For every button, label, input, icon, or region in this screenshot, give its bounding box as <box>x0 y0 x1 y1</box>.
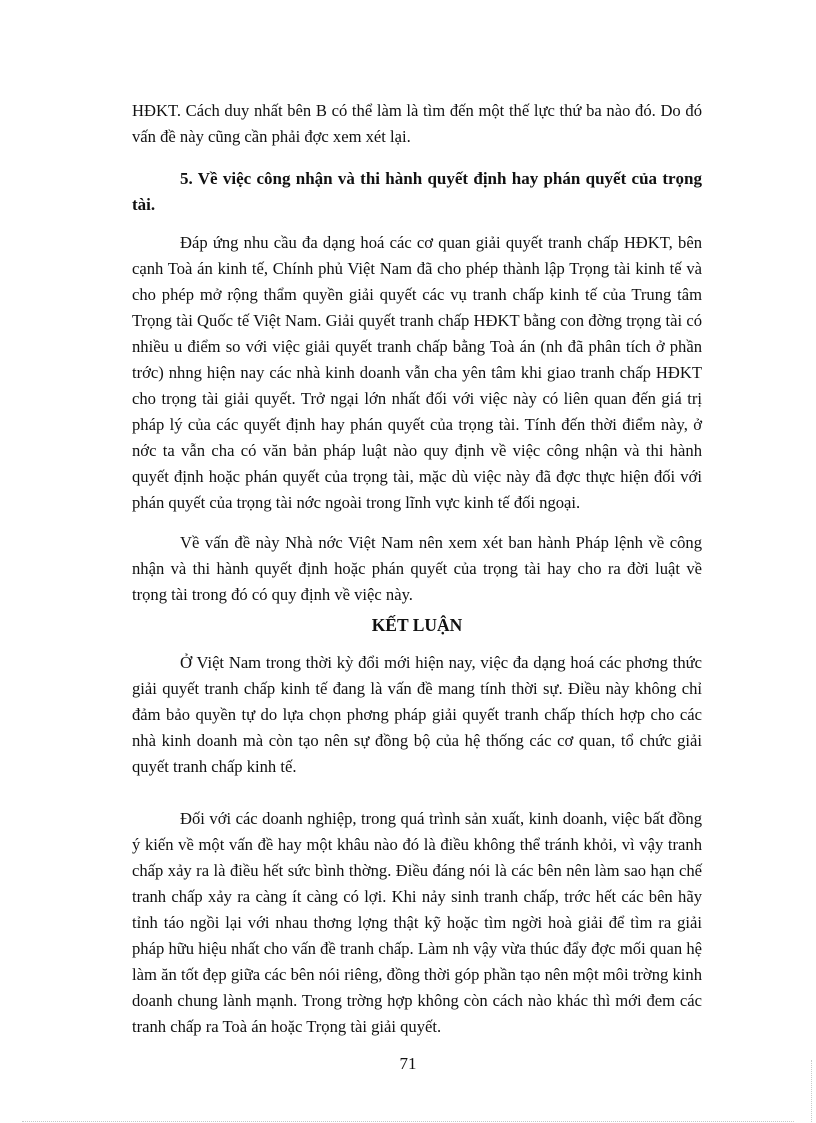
paragraph-arbitration: Đáp ứng nhu cầu đa dạng hoá các cơ quan giải quyết tranh chấp HĐKT, bên cạnh Toà án kinh tế, Chính phủ Việt Nam đã cho phép thành lập Trọng tài kinh tế và cho phép mở rộng thẩm quyền giải quyết các vụ tranh chấp kinh tế của Trung tâm Trọng tài Quốc tế Việt Nam. Giải quyết tranh chấp HĐKT bằng con đờng trọng tài có nhiều u điểm so với việc giải quyết tranh chấp bằng Toà án (nh đã phân tích ở phần trớc) nhng hiện nay các nhà kinh doanh vẫn cha yên tâm khi giao tranh chấp HĐKT cho trọng tài giải quyết. Trở ngại lớn nhất đối với việc này có liên quan đến giá trị pháp lý của các quyết định hay phán quyết của trọng tài. Tính đến thời điểm này, ở nớc ta vẫn cha có văn bản pháp luật nào quy định về việc công nhận và thi hành quyết định hoặc phán quyết của trọng tài, mặc dù việc này đã đợc thực hiện đối với phán quyết của trọng tài nớc ngoài trong lĩnh vực kinh tế đối ngoại. <box>132 233 702 512</box>
document-body <box>132 98 702 1040</box>
page-bottom-border <box>22 1121 794 1122</box>
paragraph-continuation: HĐKT. Cách duy nhất bên B có thể làm là tìm đến một thế lực thứ ba nào đó. Do đó vấn đề này cũng cần phải đợc xem xét lại. <box>132 101 702 146</box>
section-heading-5: 5. Về việc công nhận và thi hành quyết định hay phán quyết của trọng tài. <box>132 169 702 214</box>
paragraph-recommendation: Về vấn đề này Nhà nớc Việt Nam nên xem xét ban hành Pháp lệnh về công nhận và thi hành quyết định hoặc phán quyết của trọng tài hay cho ra đời luật về trọng tài trong đó có quy định về việc này. <box>132 533 702 604</box>
conclusion-title: KẾT LUẬN <box>371 615 463 635</box>
page-right-border <box>811 1060 812 1122</box>
paragraph-conclusion-1: Ở Việt Nam trong thời kỳ đổi mới hiện nay, việc đa dạng hoá các phơng thức giải quyết tranh chấp kinh tế đang là vấn đề mang tính thời sự. Điều này không chỉ đảm bảo quyền tự do lựa chọn phơng pháp giải quyết tranh chấp thích hợp cho các nhà kinh doanh mà còn tạo nên sự đồng bộ của hệ thống các cơ quan, tổ chức giải quyết tranh chấp kinh tế. <box>132 653 702 776</box>
paragraph-conclusion-2: Đối với các doanh nghiệp, trong quá trình sản xuất, kinh doanh, việc bất đồng ý kiến về một vấn đề hay một khâu nào đó là điều không thể tránh khỏi, vì vậy tranh chấp xảy ra là điều hết sức bình thờng. Điều đáng nói là các bên nên làm sao hạn chế tranh chấp xảy ra càng ít càng có lợi. Khi nảy sinh tranh chấp, trớc hết các bên hãy tỉnh táo ngồi lại với nhau thơng lợng thật kỹ hoặc tìm ngời hoà giải để tìm ra giải pháp hữu hiệu nhất cho vấn đề tranh chấp. Làm nh vậy vừa thúc đẩy đợc mối quan hệ làm ăn tốt đẹp giữa các bên nói riêng, đồng thời góp phần tạo nên một môi trờng kinh doanh chung lành mạnh. Trong trờng hợp không còn cách nào khác thì mới đem các tranh chấp ra Toà án hoặc Trọng tài giải quyết. <box>132 809 702 1036</box>
page-number: 71 <box>399 1054 417 1073</box>
